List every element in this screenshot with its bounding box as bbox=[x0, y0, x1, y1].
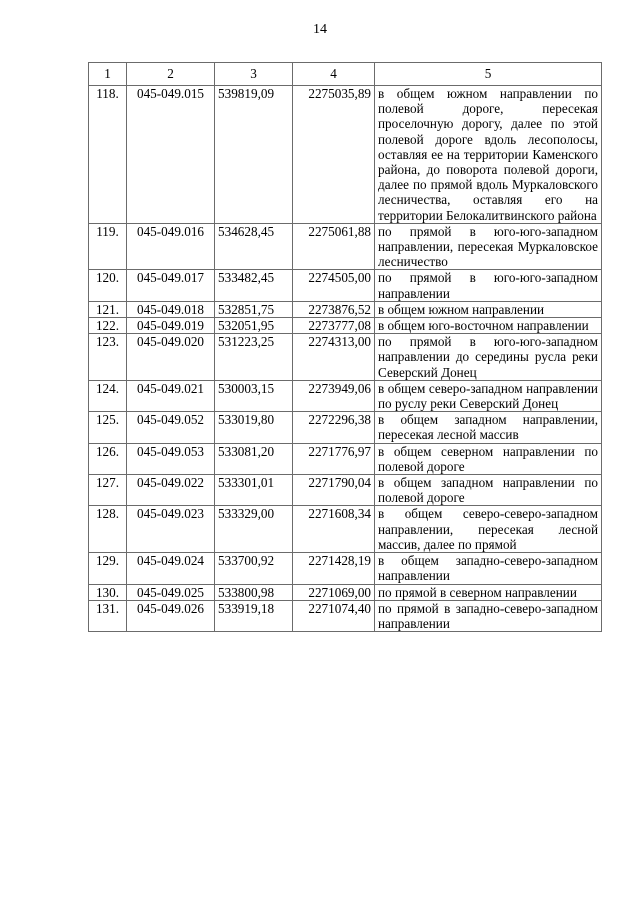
table-row bbox=[89, 223, 602, 270]
table-row bbox=[89, 380, 602, 411]
cell-x-coordinate: 534628,45 bbox=[215, 223, 293, 270]
page-number: 14 bbox=[313, 22, 327, 37]
table-row bbox=[89, 475, 602, 506]
cell-y-coordinate: 2273876,52 bbox=[293, 301, 375, 317]
cell-point-id: 045-049.053 bbox=[127, 443, 215, 474]
cell-x-coordinate: 533919,18 bbox=[215, 600, 293, 631]
cell-point-id: 045-049.016 bbox=[127, 223, 215, 270]
cell-description: в общем южном направлении bbox=[375, 301, 602, 317]
table-row bbox=[89, 553, 602, 584]
table-header-row bbox=[89, 63, 602, 86]
cell-x-coordinate: 533081,20 bbox=[215, 443, 293, 474]
cell-y-coordinate: 2272296,38 bbox=[293, 412, 375, 443]
cell-x-coordinate: 533019,80 bbox=[215, 412, 293, 443]
cell-x-coordinate: 533700,92 bbox=[215, 553, 293, 584]
cell-description: в общем южном направлении по полевой дороге, пересекая проселочную дорогу, далее по этой полевой дороге вдоль лесополосы, оставляя ее на территории Каменского района, до поворота полевой дороги, далее по прямой вдоль Муркаловского лесничества, оставляя его на территории Белокалитвинского района bbox=[375, 86, 602, 224]
table-row bbox=[89, 600, 602, 631]
cell-description: в общем западном направлении, пересекая лесной массив bbox=[375, 412, 602, 443]
cell-number: 126. bbox=[89, 443, 127, 474]
cell-y-coordinate: 2273777,08 bbox=[293, 318, 375, 334]
cell-y-coordinate: 2271069,00 bbox=[293, 584, 375, 600]
table-row bbox=[89, 412, 602, 443]
cell-description: по прямой в юго-юго-западном направлении, пересекая Муркаловское лесничество bbox=[375, 223, 602, 270]
cell-x-coordinate: 531223,25 bbox=[215, 334, 293, 381]
table-row bbox=[89, 86, 602, 224]
column-header-point-id: 2 bbox=[127, 63, 215, 86]
cell-point-id: 045-049.026 bbox=[127, 600, 215, 631]
cell-x-coordinate: 533329,00 bbox=[215, 506, 293, 553]
cell-x-coordinate: 533301,01 bbox=[215, 475, 293, 506]
cell-number: 125. bbox=[89, 412, 127, 443]
cell-number: 124. bbox=[89, 380, 127, 411]
cell-y-coordinate: 2273949,06 bbox=[293, 380, 375, 411]
cell-y-coordinate: 2275035,89 bbox=[293, 86, 375, 224]
cell-number: 127. bbox=[89, 475, 127, 506]
cell-y-coordinate: 2275061,88 bbox=[293, 223, 375, 270]
cell-number: 131. bbox=[89, 600, 127, 631]
cell-point-id: 045-049.023 bbox=[127, 506, 215, 553]
table-body bbox=[89, 86, 602, 632]
cell-number: 120. bbox=[89, 270, 127, 301]
table-row bbox=[89, 334, 602, 381]
cell-x-coordinate: 530003,15 bbox=[215, 380, 293, 411]
cell-x-coordinate: 532051,95 bbox=[215, 318, 293, 334]
cell-description: в общем северном направлении по полевой дороге bbox=[375, 443, 602, 474]
cell-point-id: 045-049.052 bbox=[127, 412, 215, 443]
cell-y-coordinate: 2271790,04 bbox=[293, 475, 375, 506]
boundary-points-table bbox=[88, 62, 602, 632]
cell-point-id: 045-049.019 bbox=[127, 318, 215, 334]
table-row bbox=[89, 301, 602, 317]
cell-x-coordinate: 539819,09 bbox=[215, 86, 293, 224]
cell-number: 123. bbox=[89, 334, 127, 381]
column-header-x: 3 bbox=[215, 63, 293, 86]
cell-x-coordinate: 532851,75 bbox=[215, 301, 293, 317]
cell-description: по прямой в юго-юго-западном направлении до середины русла реки Северский Донец bbox=[375, 334, 602, 381]
table-row bbox=[89, 443, 602, 474]
cell-point-id: 045-049.018 bbox=[127, 301, 215, 317]
cell-y-coordinate: 2271608,34 bbox=[293, 506, 375, 553]
cell-description: по прямой в юго-юго-западном направлении bbox=[375, 270, 602, 301]
table-row bbox=[89, 506, 602, 553]
column-header-number: 1 bbox=[89, 63, 127, 86]
table-row bbox=[89, 318, 602, 334]
cell-description: в общем юго-восточном направлении bbox=[375, 318, 602, 334]
table-row bbox=[89, 584, 602, 600]
cell-x-coordinate: 533800,98 bbox=[215, 584, 293, 600]
cell-point-id: 045-049.025 bbox=[127, 584, 215, 600]
cell-number: 119. bbox=[89, 223, 127, 270]
cell-point-id: 045-049.021 bbox=[127, 380, 215, 411]
cell-point-id: 045-049.024 bbox=[127, 553, 215, 584]
cell-y-coordinate: 2274505,00 bbox=[293, 270, 375, 301]
cell-number: 129. bbox=[89, 553, 127, 584]
column-header-y: 4 bbox=[293, 63, 375, 86]
cell-number: 122. bbox=[89, 318, 127, 334]
cell-description: в общем западно-северо-западном направлении bbox=[375, 553, 602, 584]
cell-number: 130. bbox=[89, 584, 127, 600]
cell-description: по прямой в западно-северо-западном направлении bbox=[375, 600, 602, 631]
cell-point-id: 045-049.020 bbox=[127, 334, 215, 381]
cell-y-coordinate: 2271776,97 bbox=[293, 443, 375, 474]
table-row bbox=[89, 270, 602, 301]
cell-number: 128. bbox=[89, 506, 127, 553]
cell-number: 121. bbox=[89, 301, 127, 317]
cell-y-coordinate: 2271428,19 bbox=[293, 553, 375, 584]
cell-point-id: 045-049.017 bbox=[127, 270, 215, 301]
cell-point-id: 045-049.015 bbox=[127, 86, 215, 224]
cell-y-coordinate: 2271074,40 bbox=[293, 600, 375, 631]
cell-description: по прямой в северном направлении bbox=[375, 584, 602, 600]
cell-x-coordinate: 533482,45 bbox=[215, 270, 293, 301]
cell-number: 118. bbox=[89, 86, 127, 224]
cell-description: в общем северо-западном направлении по руслу реки Северский Донец bbox=[375, 380, 602, 411]
cell-description: в общем западном направлении по полевой дороге bbox=[375, 475, 602, 506]
cell-description: в общем северо-северо-западном направлении, пересекая лесной массив, далее по прямой bbox=[375, 506, 602, 553]
column-header-description: 5 bbox=[375, 63, 602, 86]
cell-y-coordinate: 2274313,00 bbox=[293, 334, 375, 381]
cell-point-id: 045-049.022 bbox=[127, 475, 215, 506]
